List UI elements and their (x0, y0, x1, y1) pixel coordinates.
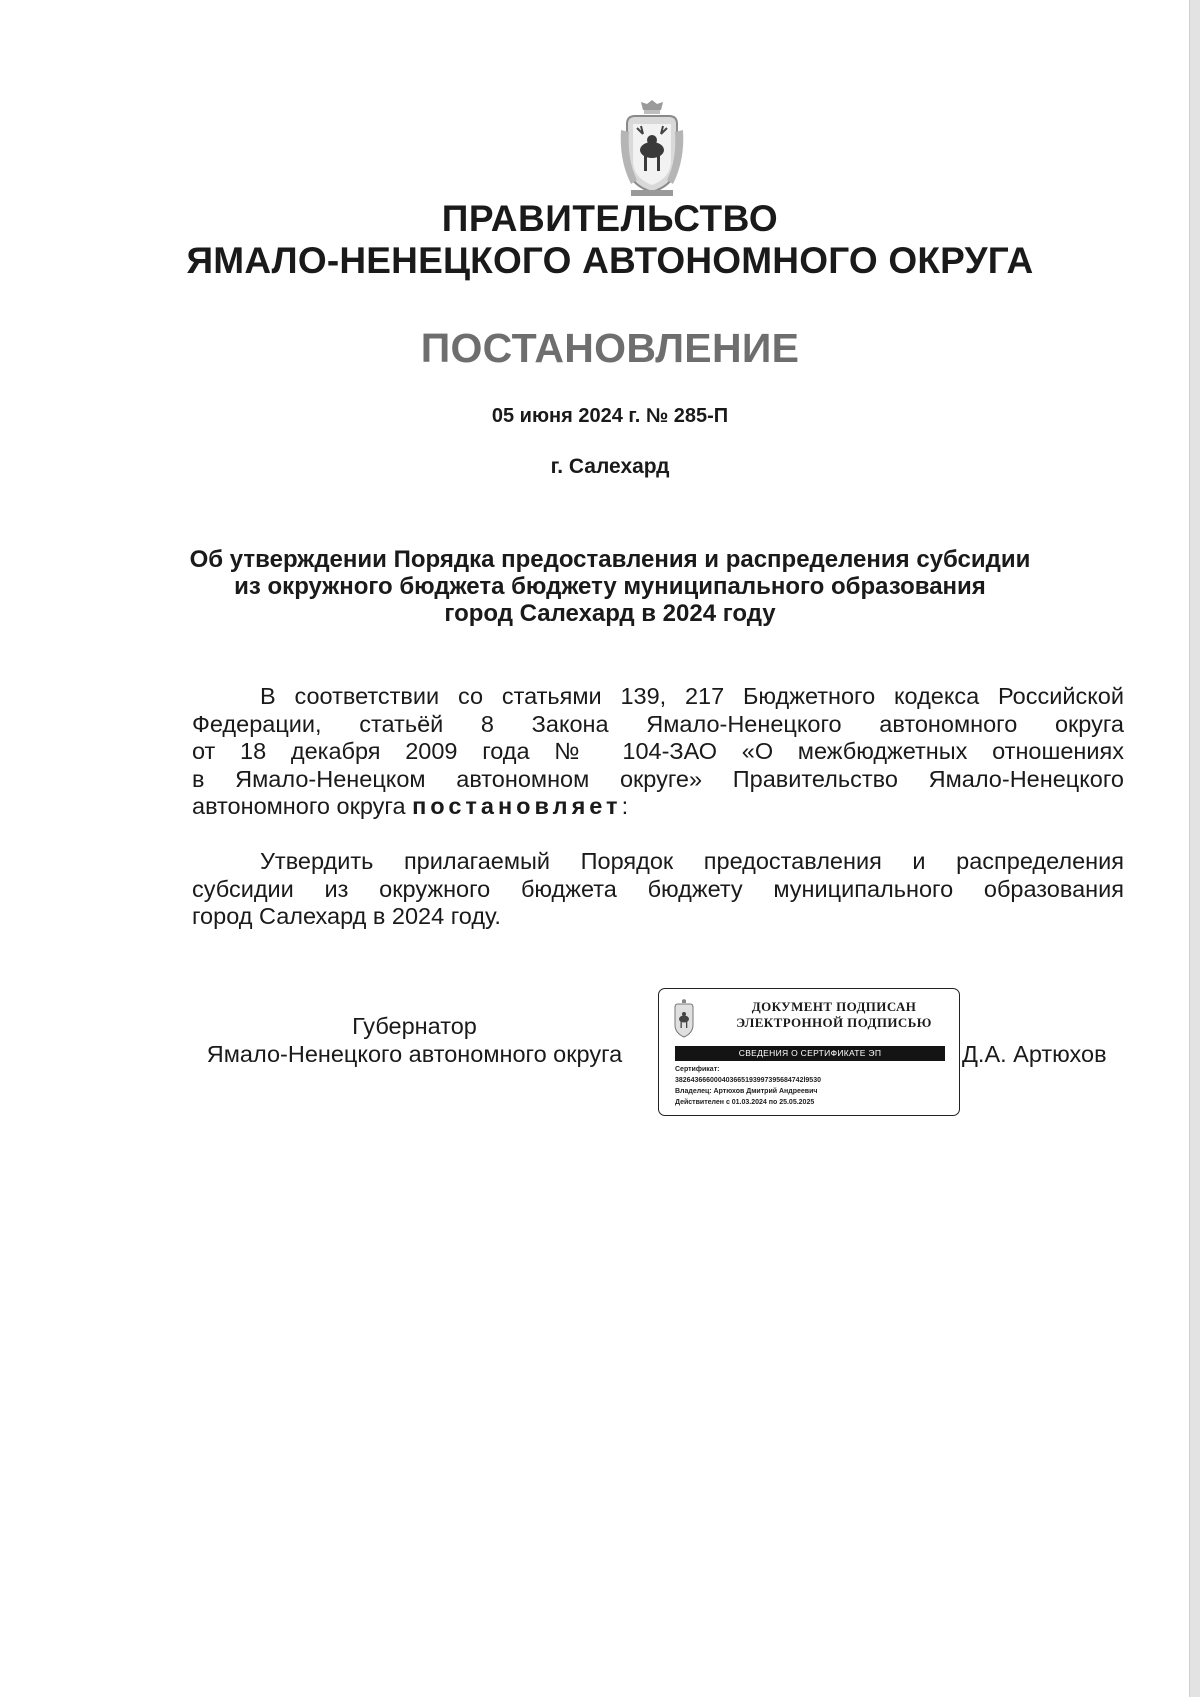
certificate-label: Сертификат: (675, 1066, 720, 1073)
coat-of-arms-icon (617, 100, 687, 198)
stamp-certificate-bar: СВЕДЕНИЯ О СЕРТИФИКАТЕ ЭП (675, 1046, 945, 1061)
page-edge (1189, 0, 1200, 1697)
paragraph-line: субсидии из окружного бюджета бюджету муниципального образования (192, 875, 1124, 902)
stamp-title-line: ЭЛЕКТРОННОЙ ПОДПИСЬЮ (736, 1015, 932, 1030)
paragraph-line (192, 793, 1124, 821)
certificate-number: 382643666000403665193997395684742l9530 (675, 1077, 821, 1084)
certificate-owner: Владелец: Артюхов Дмитрий Андреевич (675, 1088, 818, 1095)
organization-region: ЯМАЛО-НЕНЕЦКОГО АВТОНОМНОГО ОКРУГА (186, 240, 1034, 281)
decree-word: постановляет (412, 793, 622, 819)
document-date-number: 05 июня 2024 г. № 285-П (491, 405, 729, 427)
signatory-name: Д.А. Артюхов (962, 1041, 1107, 1067)
certificate-validity: Действителен с 01.03.2024 по 25.05.2025 (675, 1099, 815, 1106)
paragraph-text: автономного округа (192, 793, 406, 819)
subject-line: город Салехард в 2024 году (444, 600, 776, 627)
document-city: г. Салехард (550, 455, 670, 478)
paragraph-line: Утвердить прилагаемый Порядок предоставления и распределения (260, 848, 1124, 874)
stamp-title-line: ДОКУМЕНТ ПОДПИСАН (751, 999, 917, 1014)
paragraph-line: Федерации, статьёй 8 Закона Ямало-Ненецкого автономного округа (192, 710, 1124, 737)
signatory-title (192, 1012, 637, 1068)
signatory-title-line: Ямало-Ненецкого автономного округа (206, 1041, 623, 1067)
operative-paragraph (192, 848, 1124, 931)
organization-title: ПРАВИТЕЛЬСТВО (441, 198, 779, 239)
subject-line: Об утверждении Порядка предоставления и распределения субсидии (189, 546, 1031, 573)
subject-line: из окружного бюджета бюджету муниципального образования (234, 573, 986, 600)
paragraph-line: В соответствии со статьями 139, 217 Бюджетного кодекса Российской (260, 683, 1124, 709)
paragraph-line: город Салехард в 2024 году. (192, 903, 501, 929)
document-subject (150, 546, 1070, 627)
paragraph-line: от 18 декабря 2009 года № 104-ЗАО «О межбюджетных отношениях (192, 738, 1124, 764)
paragraph-line: в Ямало-Ненецком автономном округе» Правительство Ямало-Ненецкого (192, 765, 1124, 792)
paragraph-punct: : (621, 793, 629, 819)
stamp-title (714, 999, 954, 1031)
stamp-emblem-icon (671, 999, 697, 1039)
document-type: ПОСТАНОВЛЕНИЕ (420, 325, 800, 371)
stamp-certificate-details (675, 1064, 950, 1108)
preamble-paragraph (192, 683, 1124, 821)
electronic-signature-stamp (658, 988, 960, 1116)
signatory-title-line: Губернатор (352, 1013, 477, 1039)
